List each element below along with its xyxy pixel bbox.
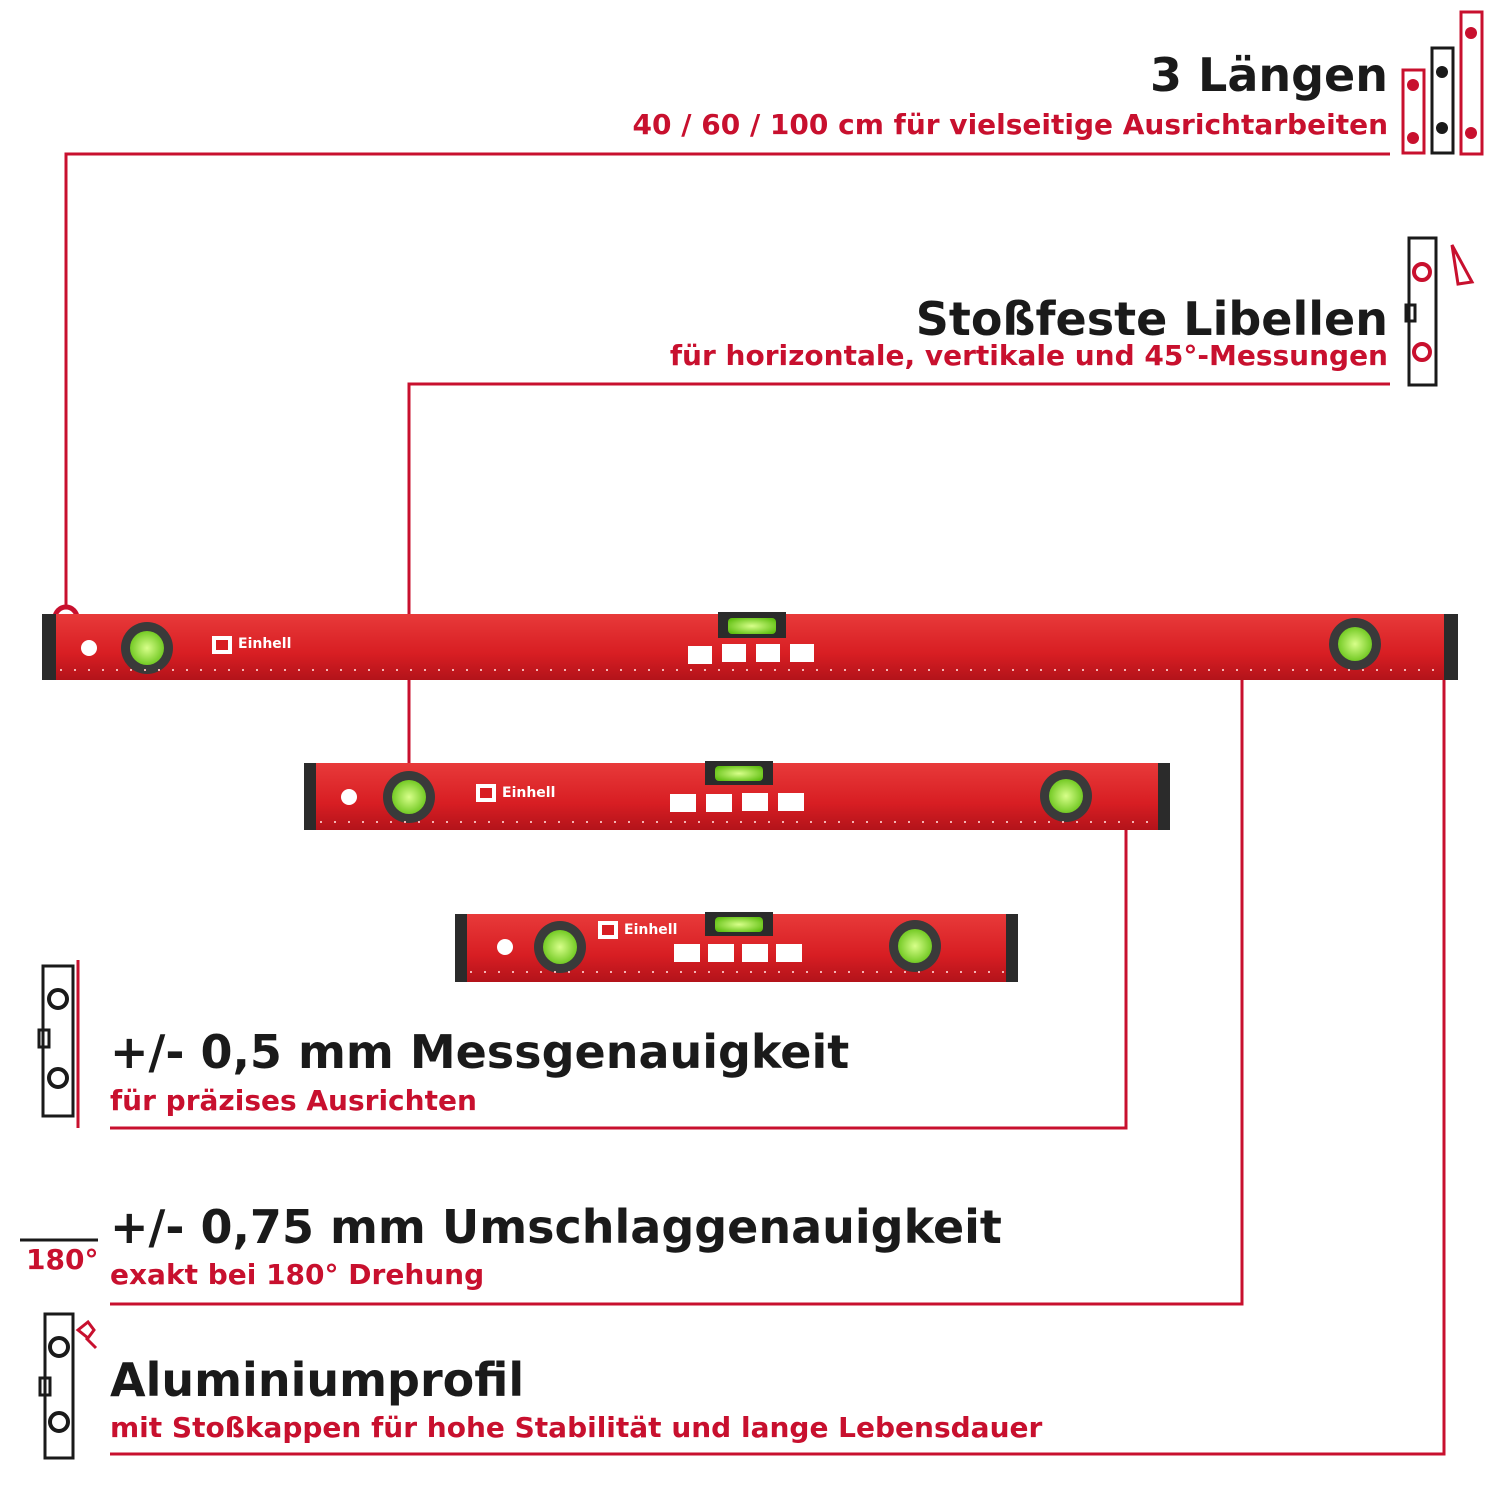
accuracy-subtitle: für präzises Ausrichten xyxy=(110,1084,477,1117)
aluminium-profile-icon xyxy=(40,1314,96,1458)
vial-level-icon xyxy=(1406,238,1472,385)
lengths-subtitle: 40 / 60 / 100 cm für vielseitige Ausrichtarbeiten xyxy=(632,108,1388,141)
profile-title: Aluminiumprofil xyxy=(110,1353,525,1407)
lengths-title: 3 Längen xyxy=(1150,48,1388,102)
profile-subtitle: mit Stoßkappen für hohe Stabilität und lange Lebensdauer xyxy=(110,1411,1043,1444)
reversal-title: +/- 0,75 mm Umschlaggenauigkeit xyxy=(110,1200,1002,1254)
vials-subtitle: für horizontale, vertikale und 45°-Messungen xyxy=(669,339,1388,372)
brand-logo-40cm: Einhell xyxy=(624,922,678,938)
level-40cm xyxy=(455,912,1018,982)
level-60cm xyxy=(304,761,1170,830)
brand-logo-100cm: Einhell xyxy=(238,636,292,652)
accuracy-title: +/- 0,5 mm Messgenauigkeit xyxy=(110,1025,850,1079)
reversal-180-label: 180° xyxy=(26,1243,99,1276)
accuracy-level-icon xyxy=(39,960,78,1128)
vials-title: Stoßfeste Libellen xyxy=(915,292,1388,346)
three-lengths-icon xyxy=(1403,12,1482,154)
reversal-subtitle: exakt bei 180° Drehung xyxy=(110,1258,485,1291)
brand-logo-60cm: Einhell xyxy=(502,785,556,801)
